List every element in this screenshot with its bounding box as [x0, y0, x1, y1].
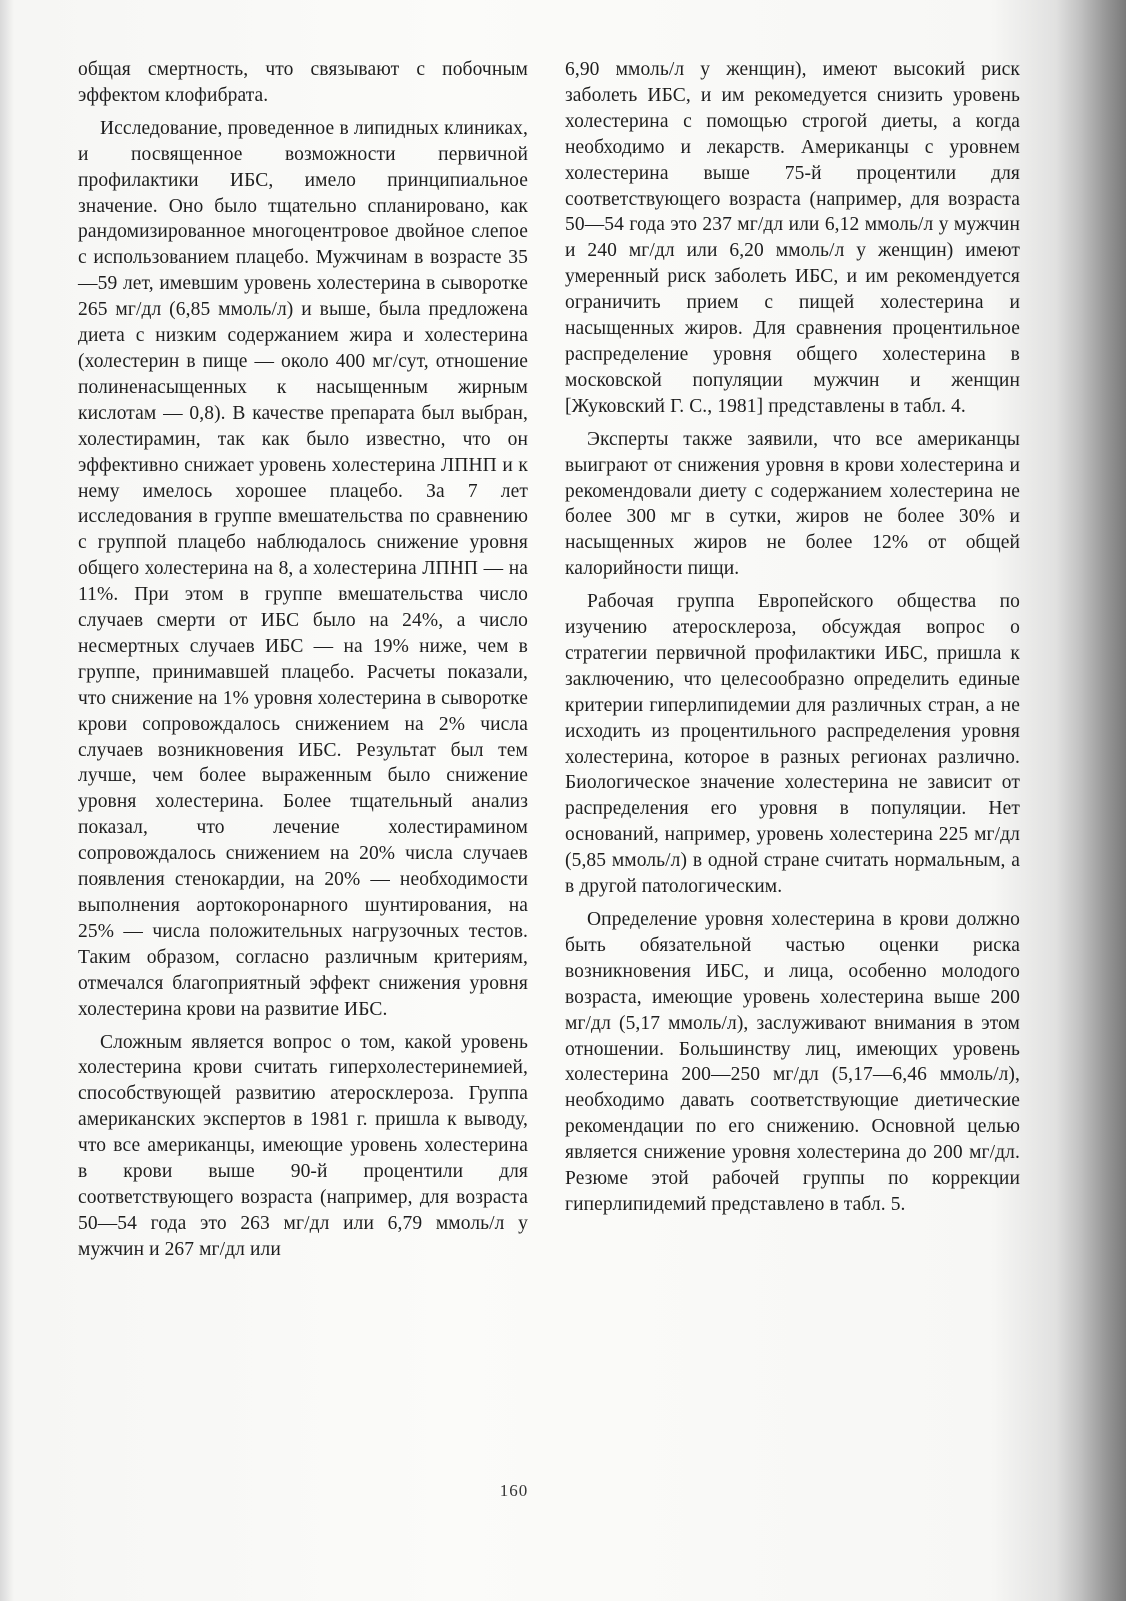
paragraph: 6,90 ммоль/л у женщин), имеют высокий риск заболеть ИБС, и им рекомедуется снизить уровень холестерина с помощью строгой диеты, а когда необходимо и лекарств. Американцы с уровнем холестерина выше 75-й процентили для соответствующего возраста (например, для возраста 50—54 года это 237 мг/дл или 6,12 ммоль/л у мужчин и 240 мг/дл или 6,20 ммоль/л у женщин) имеют умеренный риск заболеть ИБС, и им рекомендуется ограничить прием с пищей холестерина и насыщенных жиров. Для сравнения процентильное распределение уровня общего холестерина в московской популяции мужчин и женщин [Жуковский Г. С., 1981] представлены в табл. 4.	[565, 59, 1020, 417]
right-column	[565, 57, 1020, 1225]
paragraph: Определение уровня холестерина в крови должно быть обязательной частью оценки риска возникновения ИБС, и лица, особенно молодого возраста, имеющие уровень холестерина выше 200 мг/дл (5,17 ммоль/л), заслуживают внимания в этом отношении. Большинству лиц, имеющих уровень холестерина 200—250 мг/дл (5,17—6,46 ммоль/л), необходимо давать соответствующие диетические рекомендации по его снижению. Основной целью является снижение уровня холестерина до 200 мг/дл. Резюме этой рабочей группы по коррекции гиперлипидемий представлено в табл. 5.	[565, 909, 1020, 1215]
page-number: 160	[499, 1481, 529, 1500]
paragraph: Исследование, проведенное в липидных клиниках, и посвященное возможности первичной профилактики ИБС, имело принципиальное значение. Оно было тщательно спланировано, как рандомизированное многоцентровое двойное слепое с использованием плацебо. Мужчинам в возрасте 35—59 лет, имевшим уровень холестерина в сыворотке 265 мг/дл (6,85 ммоль/л) и выше, была предложена диета с низким содержанием жира и холестерина (холестерин в пище — около 400 мг/сут, отношение полиненасыщенных к насыщенным жирным кислотам — 0,8). В качестве препарата был выбран, холестирамин, так как было известно, что он эффективно снижает уровень холестерина ЛПНП и к нему имелось хорошее плацебо. За 7 лет исследования в группе вмешательства по сравнению с группой плацебо наблюдалось снижение уровня общего холестерина на 8, а холестерина ЛПНП — на 11%. При этом в группе вмешательства число случаев смерти от ИБС было на 24%, а число несмертных случаев ИБС — на 19% ниже, чем в группе, принимавшей плацебо. Расчеты показали, что снижение на 1% уровня холестерина в сыворотке крови сопровождалось снижением на 2% числа случаев возникновения ИБС. Результат был тем лучше, чем более выраженным было снижение уровня холестерина. Более тщательный анализ показал, что лечение холестирамином сопровождалось снижением на 20% числа случаев появления стенокардии, на 20% — необходимости выполнения аортокоронарного шунтирования, на 25% — числа положительных нагрузочных тестов. Таким образом, согласно различным критериям, отмечался благоприятный эффект снижения уровня холестерина крови на развитие ИБС.	[78, 117, 528, 1020]
paragraph: Рабочая группа Европейского общества по изучению атеросклероза, обсуждая вопрос о стратегии первичной профилактики ИБС, пришла к заключению, что целесообразно определить единые критерии гиперлипидемии для различных стран, а не исходить из процентильного распределения уровня холестерина, которое в разных регионах различно. Биологическое значение холестерина не зависит от распределения его уровня в популяции. Нет оснований, например, уровень холестерина 225 мг/дл (5,85 ммоль/л) в одной стране считать нормальным, а в другой патологическим.	[565, 591, 1020, 898]
left-column	[78, 57, 528, 1270]
paragraph: Эксперты также заявили, что все американцы выиграют от снижения уровня в крови холестерина и рекомендовали диету с содержанием холестерина не более 300 мг в сутки, жиров не более 30% и насыщенных жиров не более 12% от общей калорийности пищи.	[565, 428, 1020, 580]
binding-shadow	[1056, 0, 1126, 1601]
paragraph: общая смертность, что связывают с побочным эффектом клофибрата.	[78, 59, 528, 106]
paragraph: Сложным является вопрос о том, какой уровень холестерина крови считать гиперхолестеринемией, способствующей развитию атеросклероза. Группа американских экспертов в 1981 г. пришла к выводу, что все американцы, имеющие уровень холестерина в крови выше 90-й процентили для соответствующего возраста (например, для возраста 50—54 года это 263 мг/дл или 6,79 ммоль/л у мужчин и 267 мг/дл или	[78, 1031, 528, 1260]
